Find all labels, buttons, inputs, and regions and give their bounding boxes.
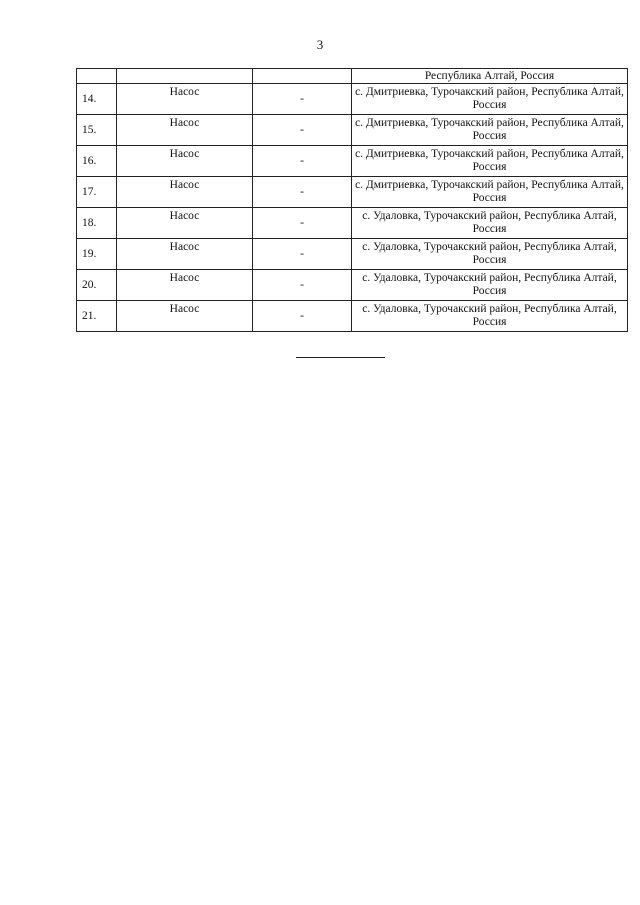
cell-value: - xyxy=(253,301,352,332)
cell-name: Насос xyxy=(117,270,253,301)
table-row xyxy=(77,239,628,270)
cell-name: Насос xyxy=(117,115,253,146)
end-of-document-rule xyxy=(296,357,385,358)
page-number: 3 xyxy=(316,37,324,52)
cell-location: с. Удаловка, Турочакский район, Республика Алтай, Россия xyxy=(352,208,628,239)
cell-location: с. Удаловка, Турочакский район, Республика Алтай, Россия xyxy=(352,239,628,270)
cell-value: - xyxy=(253,270,352,301)
cell-number: 21. xyxy=(77,301,117,332)
cell-name: Насос xyxy=(117,177,253,208)
cell-location: с. Удаловка, Турочакский район, Республика Алтай, Россия xyxy=(352,270,628,301)
cell-value: - xyxy=(253,239,352,270)
cell-number: 17. xyxy=(77,177,117,208)
table-row xyxy=(77,115,628,146)
cell-location: с. Удаловка, Турочакский район, Республика Алтай, Россия xyxy=(352,301,628,332)
cell-value: - xyxy=(253,84,352,115)
cell-value: - xyxy=(253,177,352,208)
cell-value: - xyxy=(253,115,352,146)
cell-number: 16. xyxy=(77,146,117,177)
cell-value xyxy=(253,69,352,84)
cell-name xyxy=(117,69,253,84)
cell-name: Насос xyxy=(117,146,253,177)
cell-name: Насос xyxy=(117,301,253,332)
cell-location: с. Дмитриевка, Турочакский район, Республика Алтай, Россия xyxy=(352,177,628,208)
table-row xyxy=(77,270,628,301)
table-row xyxy=(77,208,628,239)
table-row xyxy=(77,301,628,332)
cell-value: - xyxy=(253,208,352,239)
cell-location: с. Дмитриевка, Турочакский район, Республика Алтай, Россия xyxy=(352,84,628,115)
table-row xyxy=(77,146,628,177)
cell-name: Насос xyxy=(117,208,253,239)
cell-name: Насос xyxy=(117,239,253,270)
cell-number: 15. xyxy=(77,115,117,146)
equipment-table xyxy=(76,68,628,332)
cell-location: Республика Алтай, Россия xyxy=(352,69,628,84)
cell-number xyxy=(77,69,117,84)
cell-number: 18. xyxy=(77,208,117,239)
table-row-continuation xyxy=(77,69,628,84)
cell-location: с. Дмитриевка, Турочакский район, Республика Алтай, Россия xyxy=(352,115,628,146)
table-row xyxy=(77,177,628,208)
table-row xyxy=(77,84,628,115)
cell-location: с. Дмитриевка, Турочакский район, Республика Алтай, Россия xyxy=(352,146,628,177)
cell-name: Насос xyxy=(117,84,253,115)
cell-number: 20. xyxy=(77,270,117,301)
cell-number: 14. xyxy=(77,84,117,115)
cell-value: - xyxy=(253,146,352,177)
cell-number: 19. xyxy=(77,239,117,270)
